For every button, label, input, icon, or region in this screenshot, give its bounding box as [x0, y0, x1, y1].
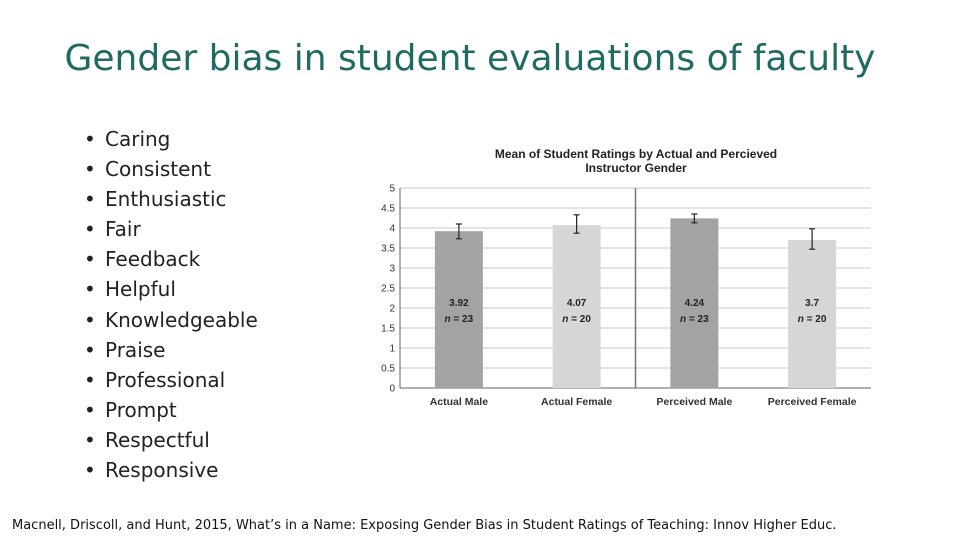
- n-label-value: = 20: [803, 314, 827, 325]
- n-label-value: = 23: [450, 314, 474, 325]
- bullet-item: • Respectful: [84, 427, 210, 452]
- n-label-symbol: n: [444, 314, 451, 325]
- chart-title: Instructor Gender: [585, 161, 687, 175]
- bullet-item: • Consistent: [84, 157, 211, 182]
- bullet-item: • Knowledgeable: [84, 307, 258, 332]
- n-label: [798, 314, 827, 325]
- x-tick-label: Actual Male: [429, 396, 489, 408]
- bullet-item: • Prompt: [84, 397, 177, 422]
- y-tick-label: 3: [389, 263, 395, 275]
- y-tick-label: 1: [389, 343, 395, 355]
- bullet-item: • Feedback: [84, 247, 201, 272]
- y-tick-label: 4: [389, 223, 395, 235]
- bullet-item: • Praise: [84, 337, 166, 362]
- n-label-symbol: n: [680, 314, 687, 325]
- y-tick-label: 5: [389, 183, 395, 195]
- n-label-symbol: n: [562, 314, 569, 325]
- data-label: 3.7: [805, 298, 820, 309]
- y-tick-label: 3.5: [381, 243, 395, 255]
- x-tick-label: Perceived Male: [656, 396, 733, 408]
- n-label: [445, 314, 474, 325]
- y-tick-label: 2: [389, 303, 395, 315]
- n-label-value: = 20: [568, 314, 591, 325]
- y-tick-label: 0.5: [381, 363, 395, 375]
- y-tick-label: 0: [389, 383, 395, 395]
- n-label: [562, 314, 591, 325]
- data-label: 3.92: [449, 298, 469, 309]
- bar: [435, 231, 483, 388]
- chart-title: Mean of Student Ratings by Actual and Percieved: [494, 147, 778, 161]
- bullet-list: [84, 124, 258, 485]
- bullet-item: • Enthusiastic: [84, 187, 227, 212]
- bullet-item: • Professional: [84, 367, 226, 392]
- n-label-value: = 23: [686, 314, 709, 325]
- bullet-item: • Caring: [84, 127, 171, 151]
- n-label-symbol: n: [797, 314, 804, 325]
- bullet-item: • Responsive: [84, 458, 219, 483]
- x-tick-label: Perceived Female: [767, 396, 857, 408]
- bullet-item: • Helpful: [84, 277, 176, 302]
- slide-title: Gender bias in student evaluations of faculty: [64, 38, 876, 79]
- data-label: 4.07: [566, 298, 587, 309]
- n-label: [680, 314, 709, 325]
- data-label: 4.24: [684, 298, 705, 309]
- y-tick-label: 2.5: [381, 283, 395, 295]
- citation: Macnell, Driscoll, and Hunt, 2015, What’s in a Name: Exposing Gender Bias in Student Ratings of Teaching: Innov Higher Educ.: [12, 518, 837, 533]
- ratings-bar-chart: [360, 140, 880, 420]
- y-tick-label: 4.5: [381, 203, 395, 215]
- x-tick-label: Actual Female: [541, 396, 613, 408]
- bullet-item: • Fair: [84, 217, 141, 242]
- y-tick-label: 1.5: [381, 323, 395, 335]
